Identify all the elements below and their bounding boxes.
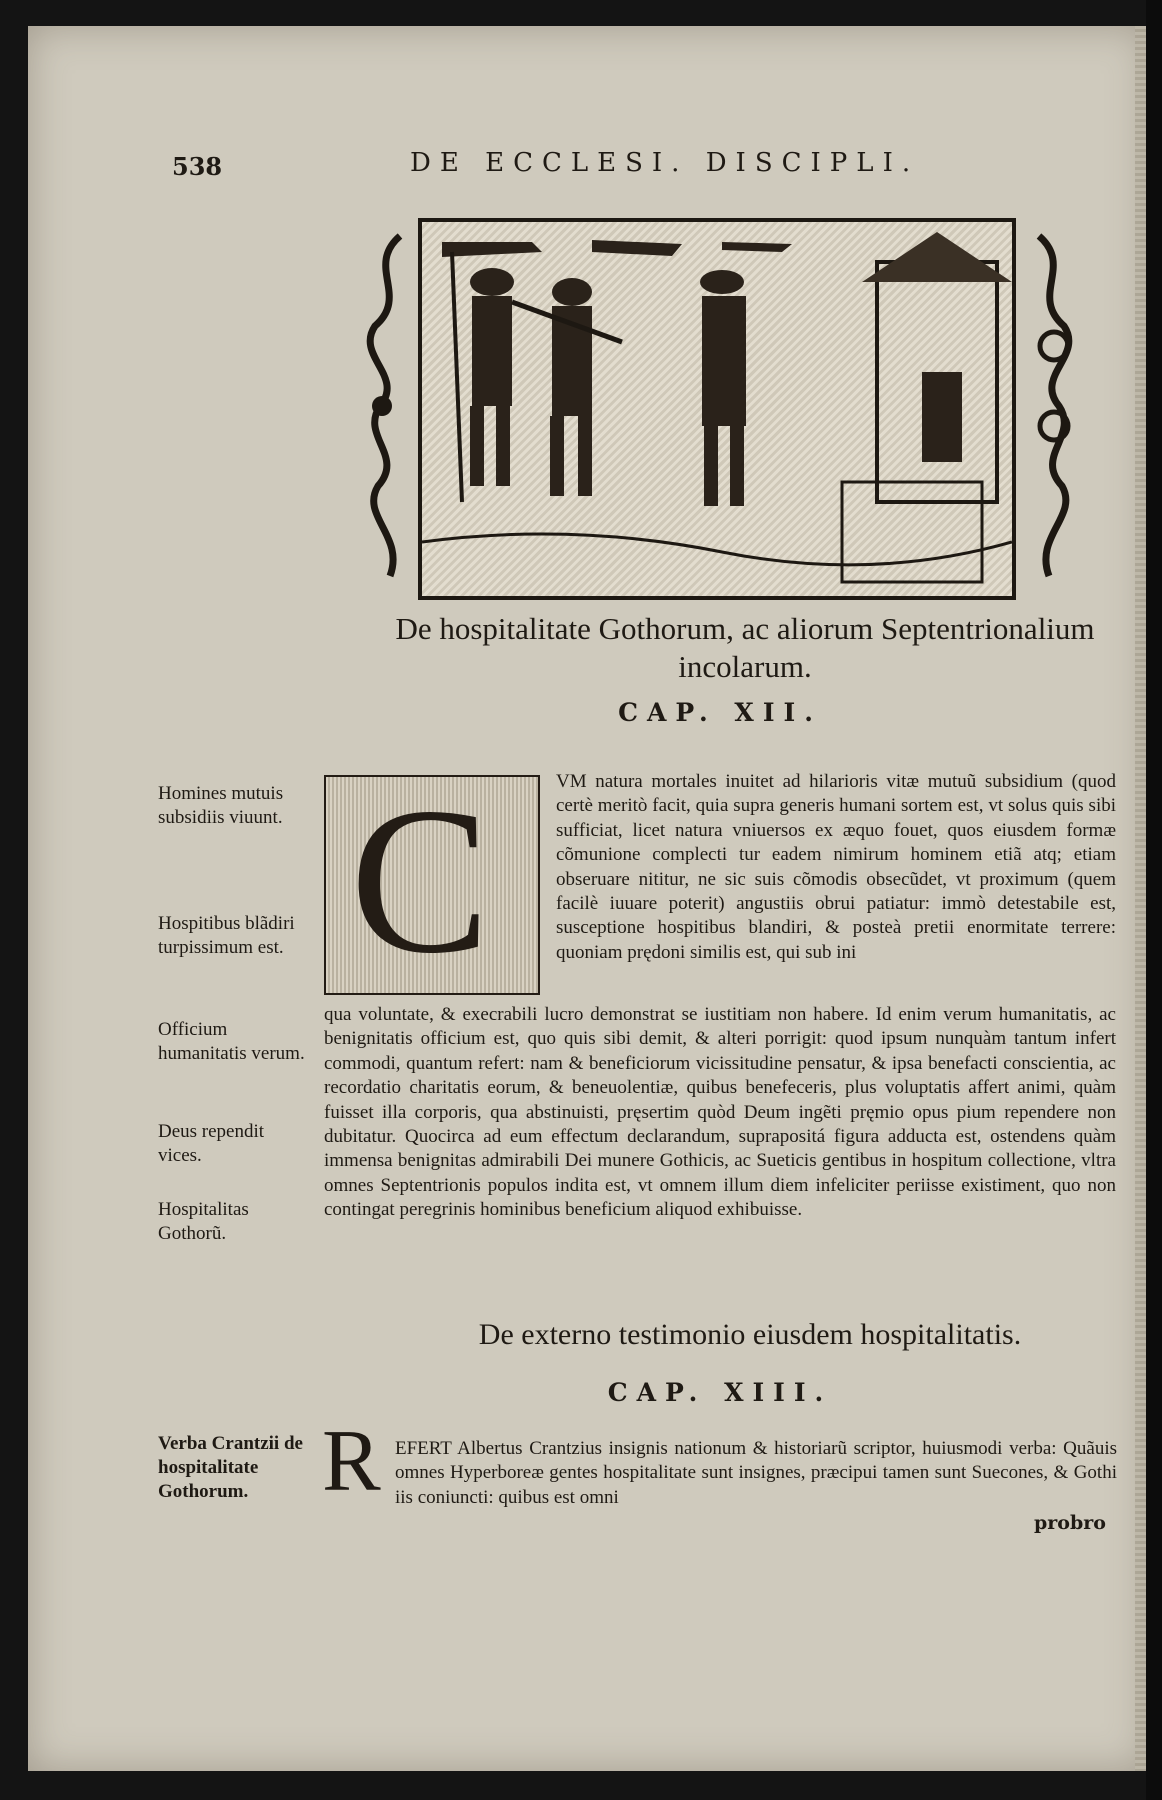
drop-cap-letter: C [350,765,491,997]
chapter-12-title: De hospitalitate Gothorum, ac aliorum Septentrionalium incolarum. [395,611,1095,684]
chapter-13-number: CAP. XIII. [607,1378,833,1407]
margin-note-2: Hospitibus blãdiri turpissimum est. [158,913,295,958]
chapter-12-paragraph-bottom: qua voluntate, & execrabili lucro demonstrat se iustitiam non habere. Id enim verum humanitatis, ac benignitatis officium est, quo quis sibi demit, & alteri porrigit: quod ipsum nunquàm tantum infert commodi, quantum refert: nam & beneficiorum vicissitudine pensatur, & ipsa benefacti conscientia, ac recordatio charitatis eorum, & beneuolentiæ, quibus benefeceris, plus voluptatis affert animi, quàm fuisset illa corporis, qua abstinuisti, pręsertim quòd Deum ingẽti pręmio opus pium rependere non dubitatur. Quocirca ad eum effectum declarandum, suprapositá figura adducta est, ostendens quàm immensa benignitas admirabili Dei munere Gothicis, ac Sueticis gentibus in hospitum collectione, vltra omnes Septentrionis populos indita est, vt omnem illum diem infeliciter periisse existiment, quo non contingat peregrinis hominibus beneficium aliquod exhibuisse. [324,1004,1116,1221]
right-ornament-icon [1024,226,1080,586]
chapter-12-number: CAP. XII. [618,698,822,727]
margin-note-4: Deus rependit vices. [158,1121,265,1166]
chapter-13-paragraph: EFERT Albertus Crantzius insignis nationum & historiarũ scriptor, huiusmodi verba: Quãuis omnes Hyperboreæ gentes hospitalitate sunt insignes, præcipui tamen sunt Suecones, & Gothi iis coniuncti: quibus est omni [395,1438,1117,1508]
woodcut-scene-icon [422,222,1012,596]
woodcut-illustration [418,218,1016,600]
decorated-initial [324,765,540,997]
chapter-13-title: De externo testimonio eiusdem hospitalitatis. [478,1318,1022,1351]
catchword: probro [1034,1512,1106,1534]
chapter-12-paragraph-top: VM natura mortales inuitet ad hilarioris vitæ mutuũ subsidium (quod certè meritò facit, quia supra generis humani sortem est, vt solus quis sibi sufficiat, licet natura vniuersos ex æquo fouet, quos eiusdem formæ cõmunione complecti tur eadem nimirum hominem etiã atq; etiam obseruare nititur, ne sic suis cõmodis obsecũdet, vt proximum (quem facilè iuuare poterit) angustiis obrui patiatur: immò detestabile est, susceptione hospitibus blandiri, & posteà pretii enormitate terrere: quoniam prędoni similis est, qui sub ini [556,771,1116,963]
left-ornament-icon [360,226,416,586]
scan-border [1146,0,1162,1800]
margin-note-1: Homines mutuis subsidiis viuunt. [158,783,284,828]
margin-note-crantzius: Verba Crantzii de hospitalitate Gothorum. [158,1433,303,1502]
margin-note-3: Officium humanitatis verum. [158,1019,305,1064]
page-number: 538 [172,152,223,181]
chapter-13-initial: R [322,1413,381,1510]
running-head: DE ECCLESI. DISCIPLI. [410,148,920,178]
margin-note-5: Hospitalitas Gothorũ. [158,1199,249,1244]
